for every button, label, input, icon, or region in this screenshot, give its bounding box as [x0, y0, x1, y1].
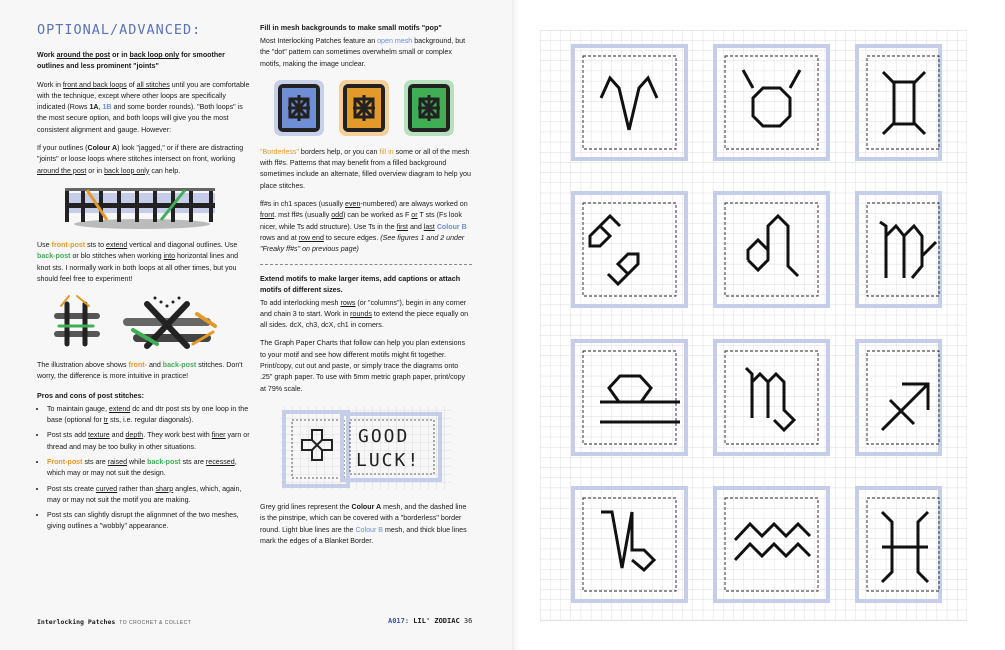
- paragraph-loops: [37, 80, 252, 136]
- text: back loop only: [104, 166, 150, 175]
- text: texture: [88, 431, 110, 440]
- text: until you are comfortable with the technique, except where other loops are specifically indicated (Rows: [37, 80, 250, 112]
- post-stitch-illustration: [37, 184, 252, 232]
- paragraph-illustration-caption: [37, 360, 252, 383]
- good-luck-line2: LUCK!: [356, 449, 421, 471]
- text: all stitches: [136, 80, 170, 89]
- section-heading: OPTIONAL/ADVANCED:: [37, 22, 202, 38]
- text: Most Interlocking Patches feature an: [260, 37, 378, 45]
- list-item: [47, 430, 252, 453]
- text: Front-post: [47, 457, 83, 466]
- text: back-post: [162, 361, 197, 370]
- text: horizontal lines and knot sts. I normally work in both loops at all other times, but you should feel free to experiment!: [37, 252, 239, 283]
- text: to secure edges.: [323, 233, 381, 242]
- text: Post sts create: [47, 484, 96, 493]
- text: or in: [110, 51, 130, 59]
- text: into: [163, 252, 176, 261]
- text: back-post: [147, 457, 181, 466]
- text: back loop only: [129, 51, 180, 59]
- text: back-post: [37, 252, 71, 261]
- text: fill in: [379, 147, 394, 156]
- text: and: [109, 431, 126, 440]
- text: front and back loops: [62, 80, 127, 89]
- text: rounds: [350, 309, 372, 318]
- text: depth: [125, 431, 144, 440]
- paragraph-open-mesh: [260, 36, 472, 70]
- paragraph-interlocking-rows: [260, 298, 472, 332]
- text: -numbered) are always worked on: [360, 200, 468, 209]
- text: can help.: [149, 166, 181, 175]
- text: vertical and diagonal outlines. Use: [127, 240, 238, 249]
- text: angles, which, again, may or may not suit the motif you are making.: [47, 484, 242, 504]
- paragraph-grid-legend: [260, 502, 472, 547]
- text: and some border rounds). "Both loops" is the most secure option, and both loops will give you the most consistent alignment and gauge. However:: [37, 103, 243, 134]
- pattern-code: A017:: [388, 617, 410, 625]
- text: sts are: [82, 457, 108, 466]
- section-divider: [260, 264, 472, 265]
- text: borders help, or you can: [298, 147, 380, 156]
- text: T sts (Fs look nicer, while Ts add structure). Use Ts in the: [260, 211, 462, 231]
- text: "Borderless": [260, 147, 299, 156]
- text: and: [147, 361, 163, 370]
- good-luck-line1: GOOD: [358, 425, 410, 447]
- text: last: [423, 222, 435, 231]
- right-footer: [388, 617, 472, 625]
- text: sharp: [155, 484, 174, 493]
- text: Colour B: [355, 525, 384, 534]
- text: ) can be worked as F: [343, 211, 412, 220]
- text: for smoother outlines and less prominent "joints": [37, 51, 225, 71]
- text: Colour A: [351, 502, 382, 511]
- text: ) look "jagged," or if there are distracting "joints" or loose loops where stitches intersect on front, working: [37, 144, 244, 164]
- paragraph-front-back-post: [37, 240, 252, 285]
- list-item: [47, 404, 252, 427]
- text: and: [408, 222, 424, 231]
- text: mesh, and the dashed line is the pinstripe, which can be covered with a "borderless" border round. Light blue lines are the: [260, 502, 467, 534]
- right-page: [512, 0, 1005, 650]
- text: Colour B: [436, 222, 467, 231]
- pros-cons-title: Pros and cons of post stitches:: [37, 390, 145, 400]
- good-luck-diagram: [260, 402, 472, 494]
- stitch-diagram: [37, 292, 252, 352]
- text: extend: [106, 240, 128, 249]
- text: mesh, and thick blue lines mark the edges of a Blanket Border.: [260, 525, 467, 545]
- text: dc and dtr post sts by one loop in the base (optional for: [47, 404, 249, 425]
- text: raised: [107, 457, 128, 466]
- paragraph-borderless: [260, 147, 472, 192]
- text: 1B: [102, 103, 112, 112]
- footer-title: Interlocking Patches: [37, 618, 116, 626]
- subheading-fill-mesh: Fill in mesh backgrounds to make small motifs "pop": [260, 23, 442, 32]
- text: sts, i.e. regular diagonals).: [108, 416, 194, 425]
- text: The illustration above shows: [37, 361, 129, 370]
- text: sts are: [180, 457, 206, 466]
- text: rows: [340, 298, 356, 307]
- text: If your outlines (: [37, 144, 88, 153]
- text: front-: [128, 361, 147, 370]
- text: some or all of the mesh with ff#s. Patterns that may benefit from a filled background sometimes include an alternate, filled overview diagram to help you place stitches.: [260, 147, 471, 190]
- list-item: [47, 457, 252, 480]
- pros-cons-list: [37, 404, 252, 533]
- text: tr: [103, 416, 109, 425]
- text: 1A: [89, 103, 99, 112]
- text: around the post: [37, 166, 87, 175]
- text: recessed: [205, 457, 235, 466]
- text: stitches. Don't worry, the difference is more intuitive in practice!: [37, 361, 243, 381]
- text: To maintain gauge,: [47, 404, 109, 413]
- right-column: [260, 22, 472, 554]
- text: (See figures 1 and 2 under "Freaky ff#s" on previous page): [260, 233, 465, 254]
- text: (or "columns"), begin in any corner and chain 3 to start. Work in: [260, 298, 467, 318]
- text: Post sts add: [47, 431, 89, 440]
- page-number: 36: [463, 617, 473, 625]
- text: Work: [37, 51, 57, 59]
- text: even: [345, 200, 361, 209]
- text: front: [260, 211, 275, 220]
- text: or blo stitches when working: [70, 252, 164, 261]
- left-footer: [37, 618, 191, 626]
- left-column: [37, 22, 252, 537]
- text: background, but the "dot" pattern can sometimes overwhelm small or complex motifs, making the image unclear.: [260, 37, 466, 68]
- text: Grey grid lines represent the: [260, 502, 352, 511]
- text: of: [126, 80, 137, 89]
- text: sts to: [85, 240, 106, 249]
- text: or in: [86, 166, 105, 175]
- paragraph-outlines: [37, 143, 252, 177]
- text: Work in: [37, 80, 63, 89]
- text: curved: [95, 484, 118, 493]
- list-item: [47, 484, 252, 507]
- paragraph-graph-paper: The Graph Paper Charts that follow can help you plan extensions to your motif and see how different motifs might fit together. Print/copy, cut out and paste, or simply trace the diagrams onto .25" graph paper. To use with 5mm metric graph paper, print/copy at 79% scale.: [260, 339, 466, 393]
- text: Use: [37, 240, 52, 249]
- list-item: • Post sts can slightly disrupt the alignmnet of the two meshes, giving outlines a "wobbly" appearance.: [47, 510, 252, 533]
- text: first: [396, 222, 408, 231]
- text: around the post: [56, 51, 111, 59]
- text: row end: [298, 233, 324, 242]
- text: To add interlocking mesh: [260, 298, 341, 307]
- text: yarn or thread and may be too bulky in other situations.: [47, 431, 250, 451]
- text: ff#s in ch1 spaces (usually: [260, 200, 346, 209]
- filled-mesh-swatches: [260, 77, 472, 139]
- footer-subtitle: TO CROCHET & COLLECT: [119, 620, 192, 626]
- text: extend: [108, 404, 131, 413]
- text: front-post: [51, 240, 86, 249]
- subheading-post-stitches: [37, 50, 252, 73]
- text: , which may or may not suit the design.: [47, 457, 237, 478]
- text: rather than: [117, 484, 156, 493]
- text: . They work best with: [143, 431, 212, 440]
- text: rows and at: [260, 233, 299, 242]
- text: finer: [211, 431, 226, 440]
- text: . mst ff#s (usually: [274, 211, 332, 220]
- text: or: [411, 211, 418, 220]
- text: open mesh: [377, 37, 413, 45]
- text: to extend the piece equally on all sides. dcX, ch3, dcX, ch1 in corners.: [260, 309, 469, 330]
- text: while: [127, 457, 148, 466]
- text: ,: [98, 103, 103, 112]
- text: odd: [331, 211, 344, 220]
- pattern-title: LIL' ZODIAC: [413, 617, 460, 625]
- zodiac-graph-chart: [540, 30, 967, 621]
- subheading-extend-motifs: Extend motifs to make larger items, add captions or attach motifs of different sizes.: [260, 273, 461, 294]
- text: Colour A: [87, 144, 118, 153]
- paragraph-ff-stitches: [260, 199, 472, 255]
